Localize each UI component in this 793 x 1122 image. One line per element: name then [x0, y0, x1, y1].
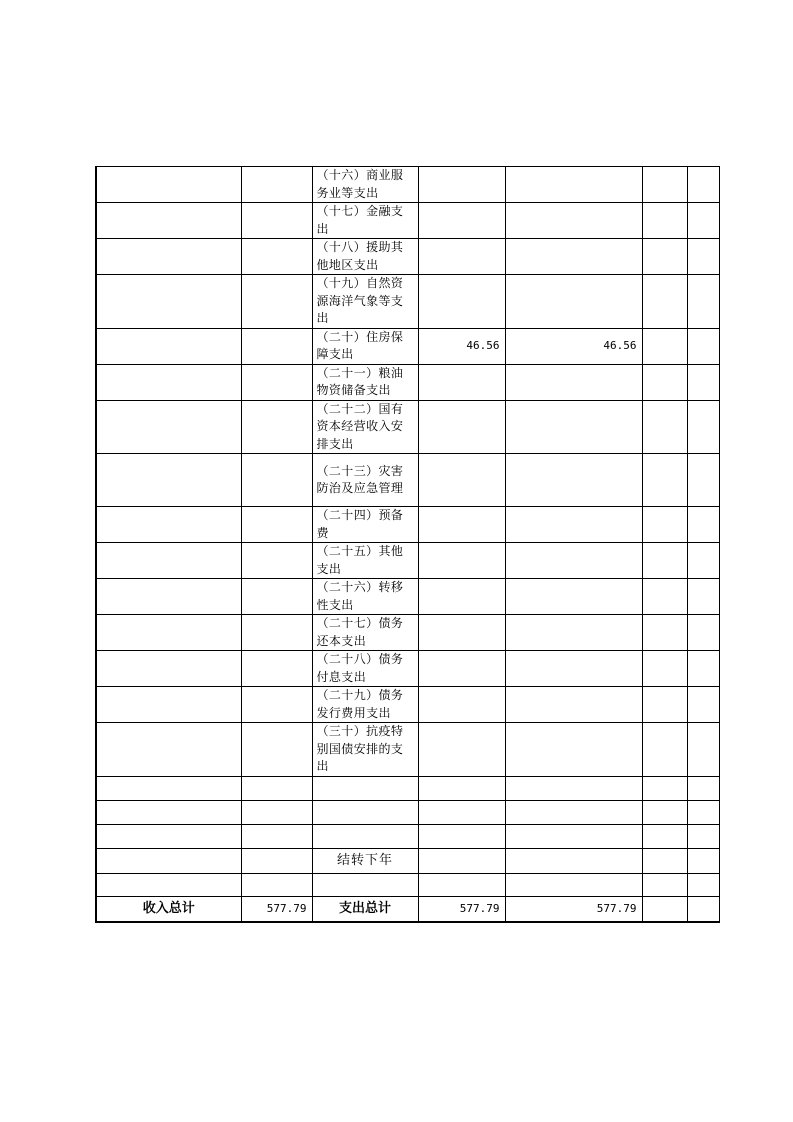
income-item-cell [96, 275, 241, 329]
income-total-value: 577.79 [241, 896, 312, 922]
expense-amount-cell [418, 400, 505, 454]
expense-item-cell: （二十九）债务发行费用支出 [312, 687, 418, 723]
income-item-cell [96, 800, 241, 824]
other-budget-cell [687, 328, 719, 364]
income-amount-cell [241, 275, 312, 329]
table-row [96, 824, 719, 848]
table-row [96, 615, 719, 651]
general-budget-cell [505, 364, 642, 400]
general-budget-cell [505, 543, 642, 579]
fund-budget-cell [642, 776, 687, 800]
general-total-value: 577.79 [505, 896, 642, 922]
expense-amount-cell [418, 651, 505, 687]
table-row [96, 507, 719, 543]
table-row [96, 328, 719, 364]
expense-amount-cell: 46.56 [418, 328, 505, 364]
fund-budget-cell [642, 543, 687, 579]
income-item-cell [96, 687, 241, 723]
income-item-cell [96, 848, 241, 873]
general-budget-cell [505, 579, 642, 615]
fund-budget-cell [642, 239, 687, 275]
table-row [96, 579, 719, 615]
expense-item-cell [312, 873, 418, 896]
general-budget-cell [505, 687, 642, 723]
table-row [96, 848, 719, 873]
expense-item-cell: （十九）自然资源海洋气象等支出 [312, 275, 418, 329]
income-item-cell [96, 873, 241, 896]
expense-item-cell: （十六）商业服务业等支出 [312, 167, 418, 203]
table-row [96, 454, 719, 507]
income-item-cell [96, 328, 241, 364]
expense-item-cell: （二十四）预备费 [312, 507, 418, 543]
income-item-cell [96, 615, 241, 651]
table-row [96, 800, 719, 824]
other-budget-cell [687, 800, 719, 824]
expense-amount-cell [418, 848, 505, 873]
expense-item-cell: （十七）金融支出 [312, 203, 418, 239]
expense-total-label: 支出总计 [312, 896, 418, 922]
general-budget-cell [505, 800, 642, 824]
income-item-cell [96, 579, 241, 615]
table-body [96, 167, 719, 923]
general-budget-cell: 46.56 [505, 328, 642, 364]
table-row [96, 776, 719, 800]
table-row [96, 203, 719, 239]
fund-budget-cell [642, 824, 687, 848]
expense-item-cell: （十八）援助其他地区支出 [312, 239, 418, 275]
general-budget-cell [505, 615, 642, 651]
income-amount-cell [241, 873, 312, 896]
income-amount-cell [241, 400, 312, 454]
general-budget-cell [505, 507, 642, 543]
income-amount-cell [241, 328, 312, 364]
other-budget-cell [687, 364, 719, 400]
income-amount-cell [241, 167, 312, 203]
income-amount-cell [241, 507, 312, 543]
other-budget-cell [687, 203, 719, 239]
income-amount-cell [241, 543, 312, 579]
expense-item-cell: （二十七）债务还本支出 [312, 615, 418, 651]
expense-amount-cell [418, 723, 505, 777]
income-amount-cell [241, 848, 312, 873]
table-row [96, 239, 719, 275]
income-item-cell [96, 239, 241, 275]
totals-row [96, 896, 719, 922]
fund-budget-cell [642, 454, 687, 507]
budget-table [95, 166, 720, 923]
expense-item-cell [312, 776, 418, 800]
other-budget-cell [687, 873, 719, 896]
expense-amount-cell [418, 615, 505, 651]
other-budget-cell [687, 239, 719, 275]
table-row [96, 364, 719, 400]
income-amount-cell [241, 687, 312, 723]
income-amount-cell [241, 615, 312, 651]
income-item-cell [96, 723, 241, 777]
fund-budget-cell [642, 400, 687, 454]
general-budget-cell [505, 776, 642, 800]
other-budget-cell [687, 275, 719, 329]
general-budget-cell [505, 167, 642, 203]
fund-budget-cell [642, 800, 687, 824]
other-budget-cell [687, 579, 719, 615]
expense-amount-cell [418, 543, 505, 579]
other-budget-cell [687, 776, 719, 800]
income-amount-cell [241, 579, 312, 615]
expense-item-cell: （二十八）债务付息支出 [312, 651, 418, 687]
income-item-cell [96, 400, 241, 454]
expense-amount-cell [418, 776, 505, 800]
expense-item-cell: （二十三）灾害防治及应急管理 [312, 454, 418, 507]
general-budget-cell [505, 203, 642, 239]
income-item-cell [96, 364, 241, 400]
other-total-value [687, 896, 719, 922]
general-budget-cell [505, 239, 642, 275]
expense-amount-cell [418, 507, 505, 543]
expense-amount-cell [418, 687, 505, 723]
carry-forward-label: 结转下年 [312, 848, 418, 873]
table-row [96, 651, 719, 687]
expense-amount-cell [418, 579, 505, 615]
other-budget-cell [687, 507, 719, 543]
expense-item-cell: （二十五）其他支出 [312, 543, 418, 579]
income-item-cell [96, 167, 241, 203]
expense-item-cell: （二十）住房保障支出 [312, 328, 418, 364]
income-item-cell [96, 454, 241, 507]
expense-amount-cell [418, 800, 505, 824]
general-budget-cell [505, 275, 642, 329]
other-budget-cell [687, 848, 719, 873]
expense-item-cell: （二十六）转移性支出 [312, 579, 418, 615]
fund-budget-cell [642, 328, 687, 364]
income-amount-cell [241, 651, 312, 687]
general-budget-cell [505, 651, 642, 687]
income-item-cell [96, 776, 241, 800]
general-budget-cell [505, 400, 642, 454]
income-amount-cell [241, 824, 312, 848]
income-item-cell [96, 507, 241, 543]
income-item-cell [96, 824, 241, 848]
expense-item-cell [312, 800, 418, 824]
general-budget-cell [505, 454, 642, 507]
income-amount-cell [241, 364, 312, 400]
fund-budget-cell [642, 507, 687, 543]
other-budget-cell [687, 824, 719, 848]
fund-budget-cell [642, 203, 687, 239]
expense-item-cell: （二十一）粮油物资储备支出 [312, 364, 418, 400]
income-amount-cell [241, 776, 312, 800]
general-budget-cell [505, 824, 642, 848]
expense-amount-cell [418, 167, 505, 203]
fund-budget-cell [642, 275, 687, 329]
table-row [96, 723, 719, 777]
other-budget-cell [687, 723, 719, 777]
expense-total-value: 577.79 [418, 896, 505, 922]
other-budget-cell [687, 687, 719, 723]
expense-amount-cell [418, 364, 505, 400]
expense-amount-cell [418, 454, 505, 507]
expense-item-cell: （三十）抗疫特别国债安排的支出 [312, 723, 418, 777]
general-budget-cell [505, 848, 642, 873]
fund-budget-cell [642, 723, 687, 777]
fund-budget-cell [642, 615, 687, 651]
general-budget-cell [505, 723, 642, 777]
income-item-cell [96, 543, 241, 579]
expense-amount-cell [418, 275, 505, 329]
table-row [96, 275, 719, 329]
other-budget-cell [687, 615, 719, 651]
income-item-cell [96, 203, 241, 239]
table-row [96, 167, 719, 203]
income-amount-cell [241, 454, 312, 507]
table-row [96, 543, 719, 579]
fund-budget-cell [642, 848, 687, 873]
fund-budget-cell [642, 651, 687, 687]
expense-amount-cell [418, 239, 505, 275]
table-row [96, 687, 719, 723]
fund-budget-cell [642, 579, 687, 615]
fund-budget-cell [642, 873, 687, 896]
income-amount-cell [241, 723, 312, 777]
table-row [96, 400, 719, 454]
other-budget-cell [687, 167, 719, 203]
expense-amount-cell [418, 203, 505, 239]
expense-item-cell [312, 824, 418, 848]
other-budget-cell [687, 543, 719, 579]
income-amount-cell [241, 239, 312, 275]
other-budget-cell [687, 400, 719, 454]
income-item-cell [96, 651, 241, 687]
fund-budget-cell [642, 167, 687, 203]
expense-amount-cell [418, 824, 505, 848]
other-budget-cell [687, 651, 719, 687]
general-budget-cell [505, 873, 642, 896]
income-amount-cell [241, 800, 312, 824]
fund-total-value [642, 896, 687, 922]
expense-item-cell: （二十二）国有资本经营收入安排支出 [312, 400, 418, 454]
other-budget-cell [687, 454, 719, 507]
expense-amount-cell [418, 873, 505, 896]
income-amount-cell [241, 203, 312, 239]
income-total-label: 收入总计 [96, 896, 241, 922]
fund-budget-cell [642, 687, 687, 723]
table-row [96, 873, 719, 896]
fund-budget-cell [642, 364, 687, 400]
